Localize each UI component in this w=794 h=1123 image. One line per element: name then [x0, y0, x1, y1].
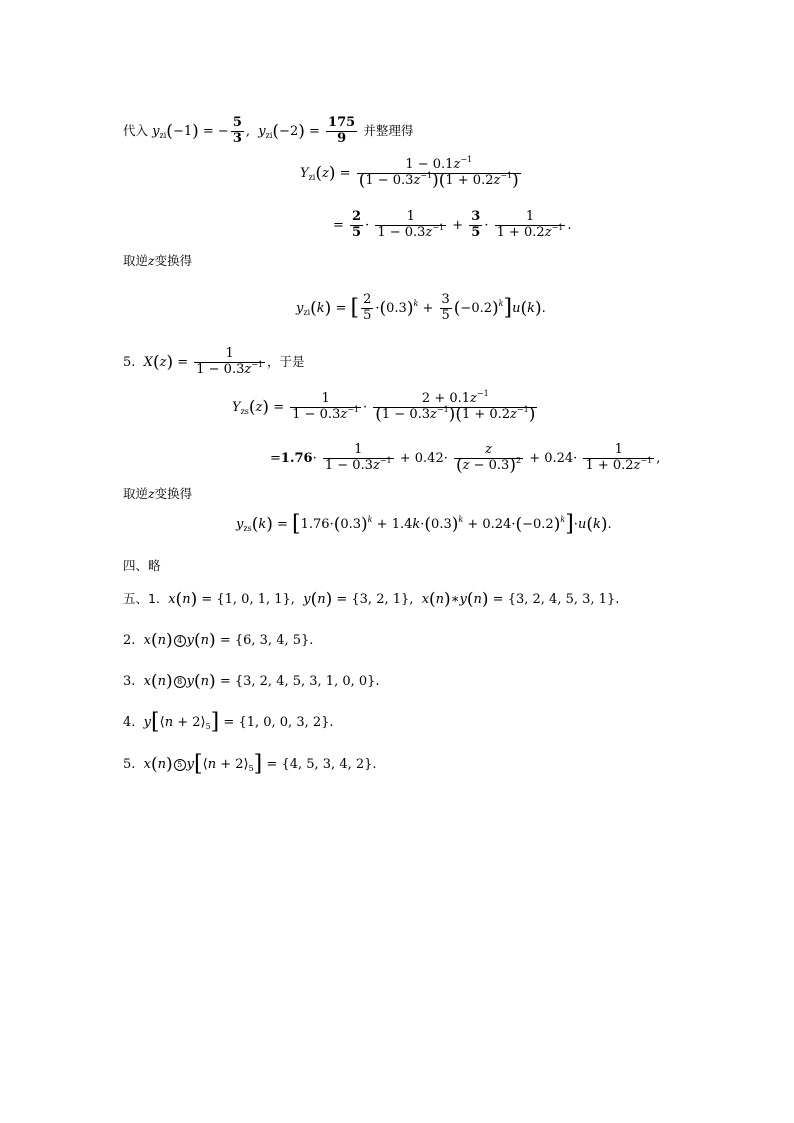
answer-3: 3. x(n) 8 y(n) = {3, 2, 4, 5, 3, 1, 0, 0}.	[123, 671, 380, 692]
fraction: $\frac{5}{3}$	[232, 115, 242, 146]
equation-yzs-partial: =1.76· $\frac{1}{1 - 0.3z^{-1}}$ + 0.42· $\frac{z}{(z - 0.3)^2}$ + 0.24· $\frac{1}{1 + 0.2z^{-1}}$ ,	[270, 442, 661, 476]
fraction: $\frac{z}{(z - 0.3)^2}$	[455, 442, 522, 476]
fraction: $\frac{1 - 0.1z^{-1}}{(1 - 0.3z^{-1})(1 + 0.2z^{-1})}$	[358, 155, 519, 191]
fraction: $\frac{2 + 0.1z^{-1}}{(1 - 0.3z^{-1})(1 + 0.2z^{-1})}$	[375, 389, 536, 425]
fraction: $\frac{1}{1 - 0.3z^{-1}}$	[324, 442, 392, 473]
answer-2: 2. x(n) 4 y(n) = {6, 3, 4, 5}.	[123, 630, 314, 651]
section-label: 取逆z变换得	[123, 253, 193, 268]
fraction: $\frac{1}{1 + 0.2z^{-1}}$	[585, 442, 653, 473]
equation-yzi-k: $y_{zi}(k)$ = [ $\frac{2}{5}$ $\cdot(0.3)^k$ + $\frac{3}{5}$ $(-0.2)^k]u(k)$.	[296, 292, 546, 323]
fraction: $\frac{1}{1 - 0.3z^{-1}}$	[196, 346, 264, 377]
item-5-line: 5. X(z) = $\frac{1}{1 - 0.3z^{-1}}$ ，于是	[123, 346, 305, 377]
answer-4: 4. y[⟨n + $2⟩_5] = \{1$, 0, 0, 3, 2}.	[123, 709, 334, 735]
equation-yzs-k: $y_{zs}(k) = [1.76\cdot(0.3)^k + 1.4k\cdot(0.3)^k + 0.24\cdot(-0.2)^k]\cdot u(k)$.	[236, 511, 612, 537]
fraction: $\frac{3}{5}$	[471, 209, 481, 240]
fraction: $\frac{1}{1 - 0.3z^{-1}}$	[292, 391, 359, 422]
fraction: $\frac{175}{9}$	[328, 115, 356, 146]
circular-convolution-symbol: 5	[174, 759, 186, 771]
answer-5: 5. x(n) 5 y[⟨n + $2⟩_5] = \{4$, 5, 3, 4, 2}.	[123, 751, 377, 777]
fraction: $\frac{3}{5}$	[441, 292, 450, 323]
section-four: 四、略	[123, 558, 161, 573]
intro-line: 代入 $y_{zi}(-1)$ = − $\frac{5}{3}$ , $y_{zi}(-2)$ = $\frac{175}{9}$ 并整理得	[123, 115, 414, 146]
fraction: $\frac{1}{1 - 0.3z^{-1}}$	[377, 209, 445, 240]
equation-yzi: $Y_{zi}(z)$ = $\frac{1 - 0.1z^{-1}}{(1 - 0.3z^{-1})(1 + 0.2z^{-1})}$	[300, 155, 519, 191]
section-label: 取逆z变换得	[123, 486, 193, 501]
fraction: $\frac{2}{5}$	[352, 209, 362, 240]
equation-yzs: $Y_{zs}(z)$ = $\frac{1}{1 - 0.3z^{-1}}$ · $\frac{2 + 0.1z^{-1}}{(1 - 0.3z^{-1})(1 + 0.2z^{-1})}$	[232, 389, 536, 425]
fraction: $\frac{1}{1 + 0.2z^{-1}}$	[496, 209, 564, 240]
equation-yzi-partial: = $\frac{2}{5}$ · $\frac{1}{1 - 0.3z^{-1}}$ + $\frac{3}{5}$ · $\frac{1}{1 + 0.2z^{-1}}$ .	[333, 209, 572, 240]
fraction: $\frac{2}{5}$	[363, 292, 372, 323]
answer-1: 五、1. x(n) = {1, 0, 1, 1}, y(n) = {3, 2, 1}, x(n)∗y(n) = {3, 2, 4, 5, 3, 1}.	[123, 589, 620, 610]
circular-convolution-symbol: 8	[174, 676, 186, 688]
circular-convolution-symbol: 4	[174, 635, 186, 647]
